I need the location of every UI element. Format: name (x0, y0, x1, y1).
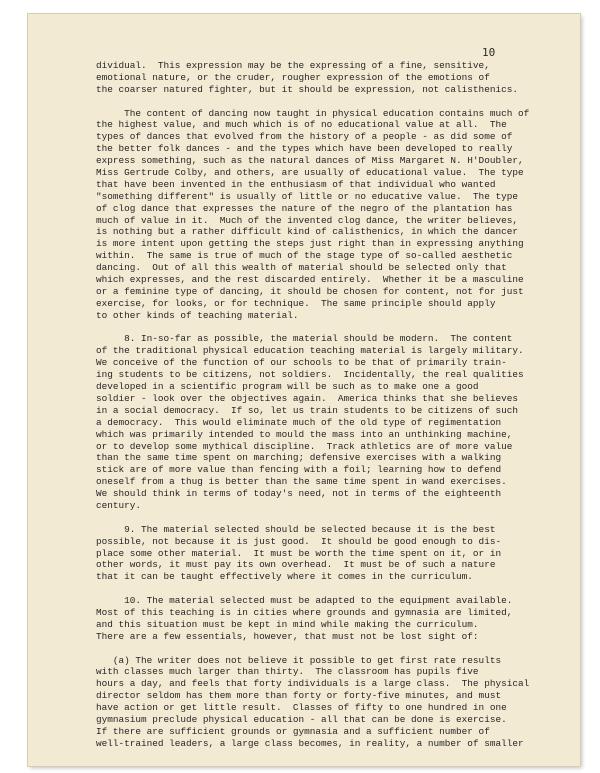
text-line: a democracy. This would eliminate much of the old type of regimentation (96, 416, 502, 428)
text-line: If there are sufficient grounds or gymnasia and a sufficient number of (96, 725, 490, 737)
text-line: 8. In-so-far as possible, the material should be modern. The content (96, 333, 513, 345)
text-line: Miss Gertrude Colby, and others, are usually of educational value. The type (96, 167, 524, 179)
text-line: of clog dance that expresses the nature of the negro of the plantation has (96, 202, 513, 214)
paragraph (96, 60, 536, 96)
text-line: gymnasium preclude physical education - all that can be done is exercise. (96, 713, 507, 725)
text-line: types of dances that evolved from the history of a people - as did some of (96, 131, 513, 143)
paragraph-gap (96, 583, 536, 595)
text-line: to other kinds of teaching material. (96, 309, 299, 321)
text-line: There are a few essentials, however, that must not be lost sight of: (96, 630, 479, 642)
text-line: the better folk dances - and the types which have been developed to really (96, 143, 513, 155)
text-line: is nothing but a rather difficult kind of calisthenics, in which the dancer (96, 226, 518, 238)
text-line: emotional nature, or the cruder, rougher expression of the emotions of (96, 71, 490, 83)
text-line: with classes much larger than thirty. The classroom has pupils five (96, 666, 479, 678)
text-line: that have been invented in the enthusiasm of that individual who wanted (96, 178, 496, 190)
text-line: well-trained leaders, a large class becomes, in reality, a number of smaller (96, 737, 524, 749)
text-line: oneself from a thug is better than the same time spent in wand exercises. (96, 476, 507, 488)
text-line: or a feminine type of dancing, it should be chosen for content, not for just (96, 285, 524, 297)
text-line: dancing. Out of all this wealth of material should be selected only that (96, 262, 507, 274)
text-line: director seldom has them more than forty or forty-five minutes, and must (96, 690, 502, 702)
text-line: The content of dancing now taught in physical education contains much of (96, 107, 530, 119)
text-line: "something different" is usually of little or no educative value. The type (96, 190, 518, 202)
text-line: possible, not because it is just good. It should be good enough to dis- (96, 535, 502, 547)
text-line: other words, it must pay its own overhead. It must be of such a nature (96, 559, 496, 571)
body-text (96, 60, 536, 750)
text-line: in a social democracy. If so, let us train students to be citizens of such (96, 404, 518, 416)
paragraph-gap (96, 512, 536, 524)
paragraph (96, 595, 536, 643)
text-line: place some other material. It must be worth the time spent on it, or in (96, 547, 502, 559)
paragraph (96, 333, 536, 511)
text-line: of the traditional physical education teaching material is largely military. (96, 345, 524, 357)
text-line: developed in a scientific program will be such as to make one a good (96, 381, 479, 393)
text-line: century. (96, 499, 142, 511)
text-line: soldier - look over the objectives again. America thinks that she believes (96, 392, 518, 404)
text-line: than the same time spent on marching; defensive exercises with a walking (96, 452, 502, 464)
paragraph (96, 655, 536, 750)
text-line: which expresses, and the rest discarded entirely. Whether it be a masculine (96, 274, 524, 286)
text-line: and this situation must be kept in mind while making the curriculum. (96, 618, 479, 630)
text-line: dividual. This expression may be the expressing of a fine, sensitive, (96, 60, 490, 71)
text-line: (a) The writer does not believe it possible to get first rate results (96, 654, 502, 666)
paragraph-gap (96, 96, 536, 108)
text-line: hours a day, and feels that forty individuals is a large class. The physical (96, 678, 530, 690)
page-number: 10 (482, 46, 496, 59)
text-line: have action or get little result. Classes of fifty to one hundred in one (96, 702, 507, 714)
text-line: is more intent upon getting the steps just right than in expressing anything (96, 238, 524, 250)
text-line: or to develop some mythical discipline. Track athletics are of more value (96, 440, 513, 452)
paragraph (96, 108, 536, 322)
paragraph-gap (96, 643, 536, 655)
text-line: that it can be taught effectively where it comes in the curriculum. (96, 571, 473, 583)
text-line: which was primarily intended to mould the mass into an unthinking machine, (96, 428, 513, 440)
text-line: 10. The material selected must be adapted to the equipment available. (96, 595, 513, 607)
text-line: the coarser natured fighter, but it should be expression, not calisthenics. (96, 83, 518, 95)
text-line: ing students to be citizens, not soldiers. Incidentally, the real qualities (96, 369, 524, 381)
paragraph-gap (96, 322, 536, 334)
text-line: We should think in terms of today's need, not in terms of the eighteenth (96, 488, 502, 500)
text-line: stick are of more value than fencing with a foil; learning how to defend (96, 464, 502, 476)
text-line: much of value in it. Much of the invented clog dance, the writer believes, (96, 214, 518, 226)
text-line: within. The same is true of much of the stage type of so-called aesthetic (96, 250, 513, 262)
paragraph (96, 524, 536, 583)
text-line: 9. The material selected should be selected because it is the best (96, 523, 496, 535)
text-line: Most of this teaching is in cities where grounds and gymnasia are limited, (96, 606, 513, 618)
text-line: We conceive of the function of our schools to be that of primarily train- (96, 357, 507, 369)
text-line: the highest value, and much which is of no educational value at all. The (96, 119, 507, 131)
text-line: express something, such as the natural dances of Miss Margaret N. H'Doubler, (96, 155, 524, 167)
text-line: exercise, for looks, or for technique. The same principle should apply (96, 297, 496, 309)
